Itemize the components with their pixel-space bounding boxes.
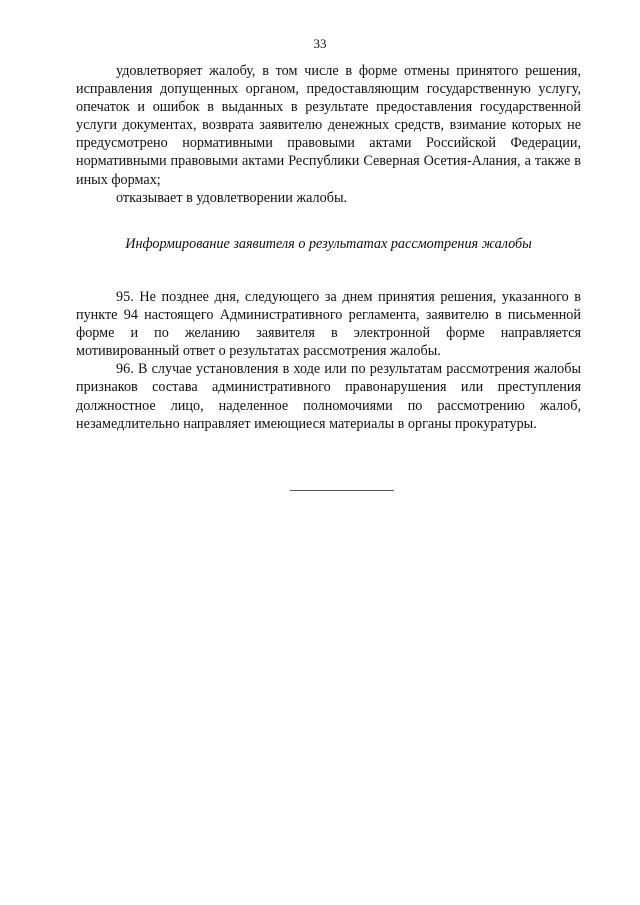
paragraph-rejects-complaint: отказывает в удовлетворении жалобы. <box>116 189 348 206</box>
paragraph-95: 95. Не позднее дня, следующего за днем принятия решения, указанного в пункте 94 настоящего Административного регламента, заявителю в письменной форме и по желанию заявителя в электронной форме направляется мотивированный ответ о результатах рассмотрения жалобы. <box>76 289 581 360</box>
end-divider-line <box>290 490 394 491</box>
intro-text-block <box>76 62 581 207</box>
section-text-block <box>76 288 581 433</box>
paragraph-satisfies-complaint: удовлетворяет жалобу, в том числе в форме отмены принятого решения, исправления допущенных органом, предоставляющим государственную услугу, опечаток и ошибок в выданных в результате предоставления государственной услуги документах, возврата заявителю денежных средств, взимание которых не предусмотрено нормативными правовыми актами Российской Федерации, нормативными правовыми актами Республики Северная Осетия-Алания, а также в иных формах; <box>76 63 581 188</box>
page-number: 33 <box>313 36 327 51</box>
paragraph-96: 96. В случае установления в ходе или по результатам рассмотрения жалобы признаков состава административного правонарушения или преступления должностное лицо, наделенное полномочиями по рассмотрению жалоб, незамедлительно направляет имеющиеся материалы в органы прокуратуры. <box>76 361 581 432</box>
section-heading: Информирование заявителя о результатах рассмотрения жалобы <box>125 236 532 252</box>
